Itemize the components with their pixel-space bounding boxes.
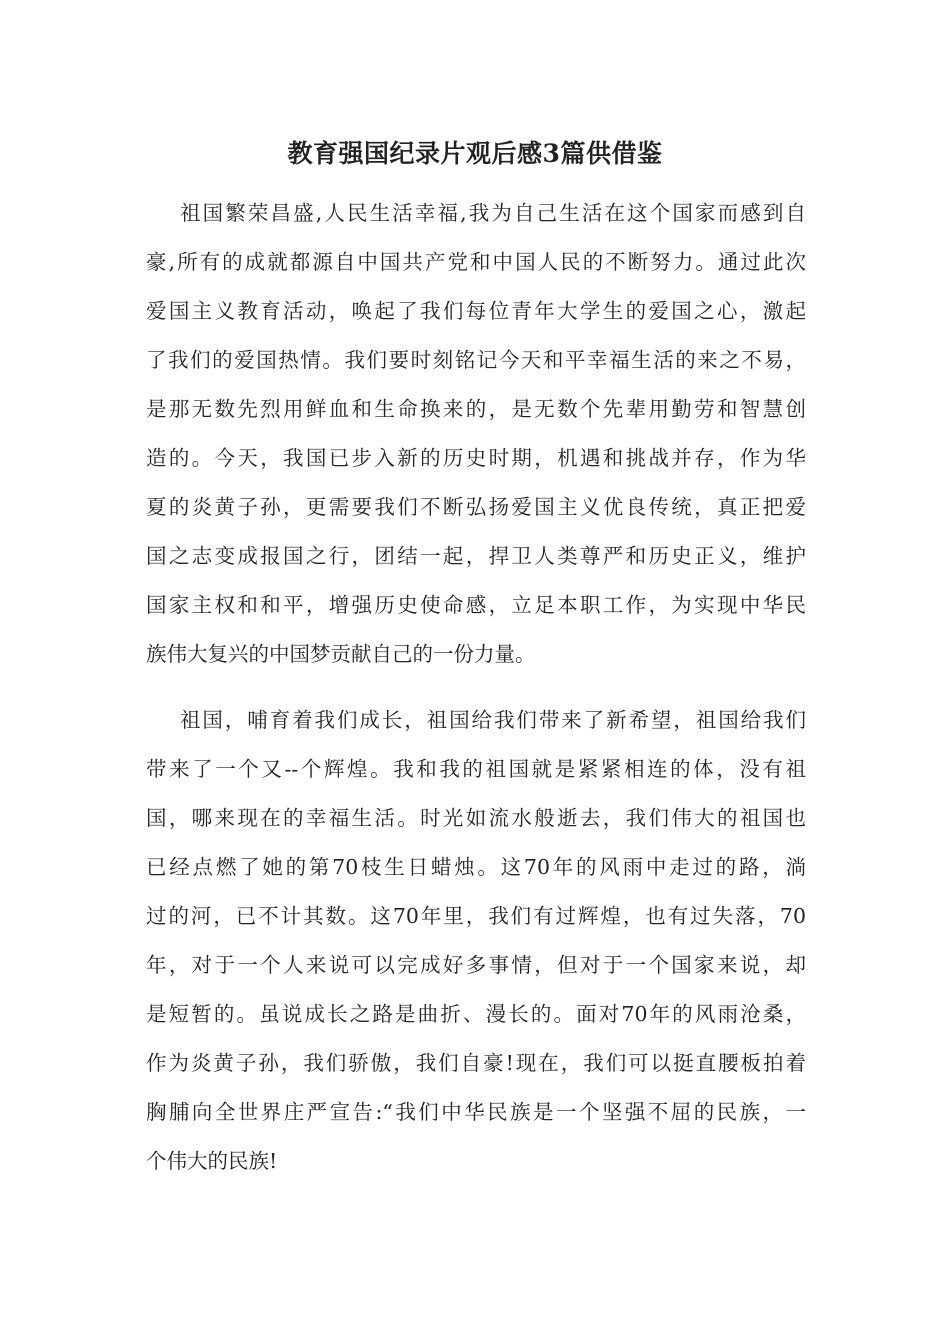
paragraph-line: 过的河，已不计其数。这70年里，我们有过辉煌，也有过失落，70 [146, 904, 806, 928]
paragraph-line: 豪,所有的成就都源自中国共产党和中国人民的不断努力。通过此次 [146, 250, 806, 274]
paragraph-line: 祖国，哺育着我们成长，祖国给我们带来了新希望，祖国给我们 [180, 708, 806, 732]
paragraph-line: 国家主权和和平，增强历史使命感，立足本职工作，为实现中华民 [146, 593, 806, 617]
paragraph-line: 夏的炎黄子孙，更需要我们不断弘扬爱国主义优良传统，真正把爱 [146, 495, 806, 519]
paragraph-line: 爱国主义教育活动，唤起了我们每位青年大学生的爱国之心，激起 [146, 299, 806, 323]
paragraph-line: 国，哪来现在的幸福生活。时光如流水般逝去，我们伟大的祖国也 [146, 806, 806, 830]
paragraph-line: 年，对于一个人来说可以完成好多事情，但对于一个国家来说，却 [146, 953, 806, 977]
paragraph-line: 祖国繁荣昌盛,人民生活幸福,我为自己生活在这个国家而感到自 [180, 201, 806, 225]
paragraph-line: 是那无数先烈用鲜血和生命换来的，是无数个先辈用勤劳和智慧创 [146, 397, 806, 421]
paragraph-line: 是短暂的。虽说成长之路是曲折、漫长的。面对70年的风雨沧桑， [146, 1002, 806, 1026]
paragraph-1 [146, 189, 806, 679]
paragraph-line: 已经点燃了她的第70枝生日蜡烛。这70年的风雨中走过的路，淌 [146, 855, 806, 879]
paragraph-line: 胸脯向全世界庄严宣告:“我们中华民族是一个坚强不屈的民族，一 [146, 1100, 806, 1124]
paragraph-line: 带来了一个又--个辉煌。我和我的祖国就是紧紧相连的体，没有祖 [146, 757, 806, 781]
paragraph-line: 族伟大复兴的中国梦贡献自己的一份力量。 [146, 642, 536, 666]
paragraph-line: 了我们的爱国热情。我们要时刻铭记今天和平幸福生活的来之不易， [146, 348, 806, 372]
paragraph-line: 造的。今天，我国已步入新的历史时期，机遇和挑战并存，作为华 [146, 446, 806, 470]
paragraph-line: 国之志变成报国之行，团结一起，捍卫人类尊严和历史正义，维护 [146, 544, 806, 568]
document-title: 教育强国纪录片观后感3篇供借鉴 [287, 139, 663, 168]
paragraph-2 [146, 696, 806, 1186]
paragraph-line: 作为炎黄子孙，我们骄傲，我们自豪!现在，我们可以挺直腰板拍着 [146, 1051, 806, 1075]
paragraph-line: 个伟大的民族! [146, 1149, 278, 1173]
